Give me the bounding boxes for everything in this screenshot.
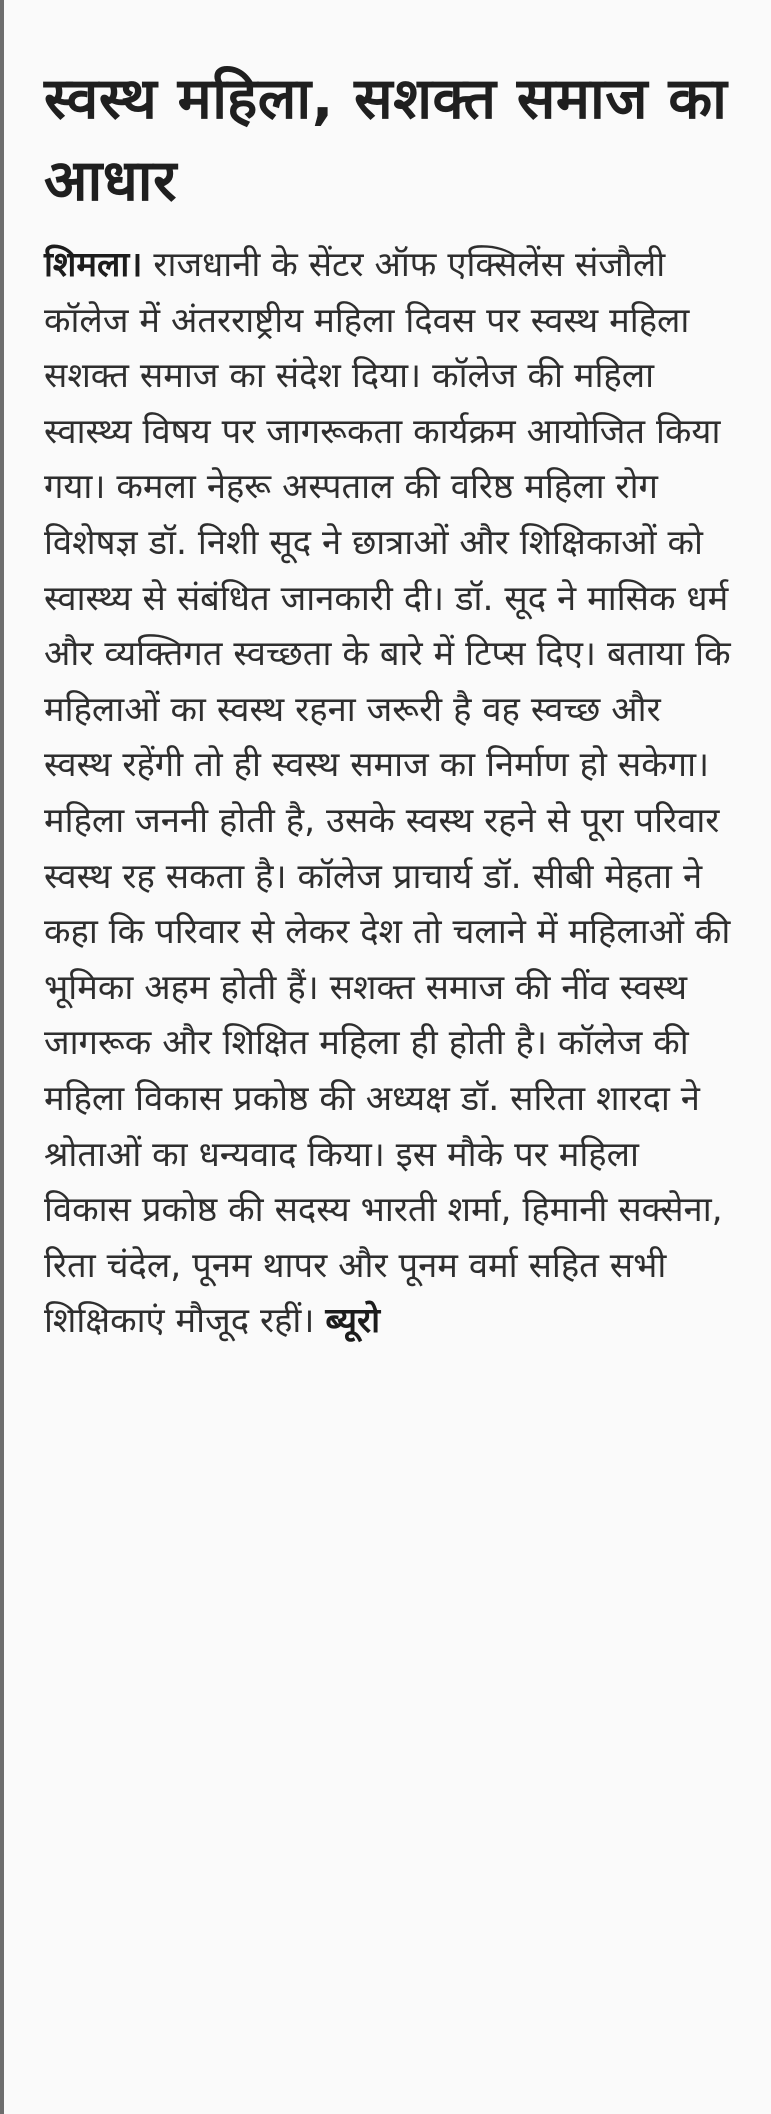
article-headline: स्वस्थ महिला, सशक्त समाज का आधार xyxy=(44,66,728,214)
article-body xyxy=(44,238,734,1350)
column-rule xyxy=(0,0,4,2114)
news-article xyxy=(44,58,734,1350)
article-byline: ब्यूरो xyxy=(325,1301,381,1342)
article-body-text: राजधानी के सेंटर ऑफ एक्सिलेंस संजौली कॉलेज में अंतरराष्ट्रीय महिला दिवस पर स्वस्थ महिला सशक्त समाज का संदेश दिया। कॉलेज की महिला स्वास्थ्य विषय पर जागरूकता कार्यक्रम आयोजित किया गया। कमला नेहरू अस्पताल की वरिष्ठ महिला रोग विशेषज्ञ डॉ. निशी सूद ने छात्राओं और शिक्षिकाओं को स्वास्थ्य से संबंधित जानकारी दी। डॉ. सूद ने मासिक धर्म और व्यक्तिगत स्वच्छता के बारे में टिप्स दिए। बताया कि महिलाओं का स्वस्थ रहना जरूरी है वह स्वच्छ और स्वस्थ रहेंगी तो ही स्वस्थ समाज का निर्माण हो सकेगा। महिला जननी होती है, उसके स्वस्थ रहने से पूरा परिवार स्वस्थ रह सकता है। कॉलेज प्राचार्य डॉ. सीबी मेहता ने कहा कि परिवार से लेकर देश तो चलाने में महिलाओं की भूमिका अहम होती हैं। सशक्त समाज की नींव स्वस्थ जागरूक और शिक्षित महिला ही होती है। कॉलेज की महिला विकास प्रकोष्ठ की अध्यक्ष डॉ. सरिता शारदा ने श्रोताओं का धन्यवाद किया। इस मौके पर महिला विकास प्रकोष्ठ की सदस्य भारती शर्मा, हिमानी सक्सेना, रिता चंदेल, पूनम थापर और पूनम वर्मा सहित सभी शिक्षिकाएं मौजूद रहीं। xyxy=(44,245,731,1342)
article-dateline: शिमला। xyxy=(44,245,143,285)
